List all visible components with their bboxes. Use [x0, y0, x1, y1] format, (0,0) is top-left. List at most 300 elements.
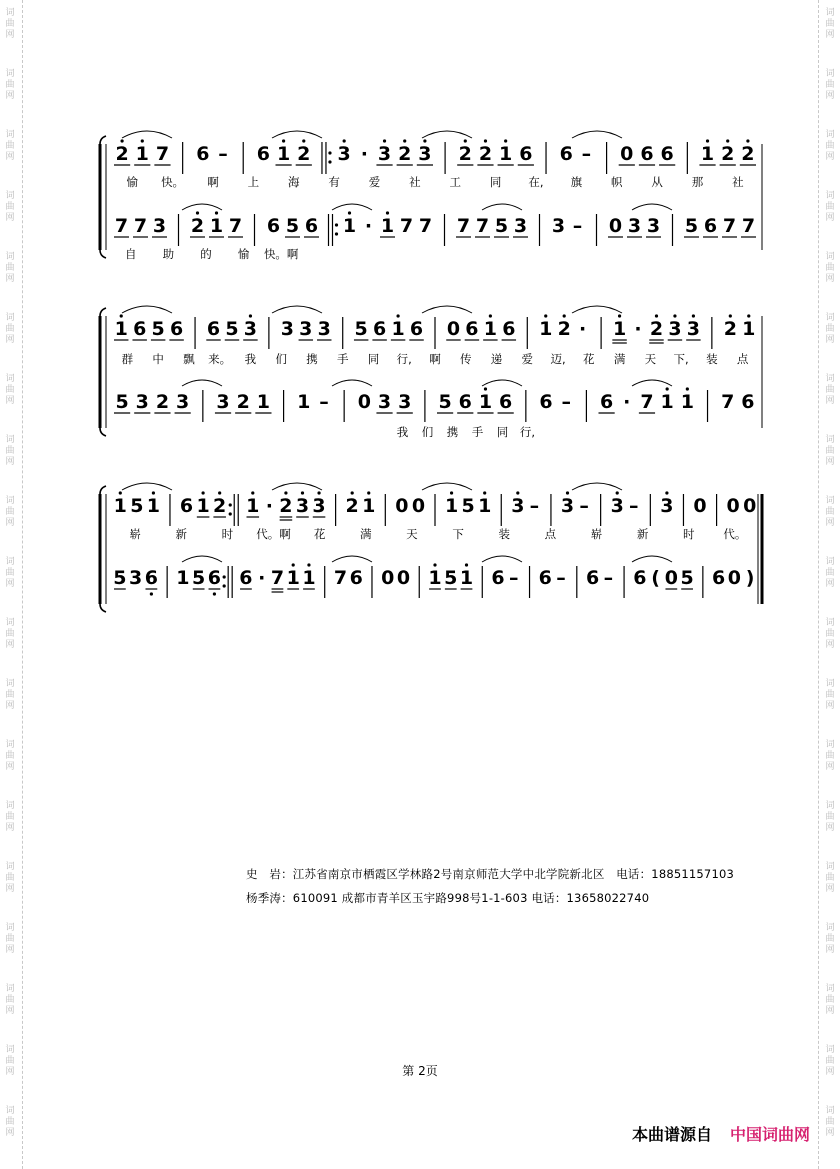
- upper-note: 1: [246, 495, 260, 517]
- slur: [482, 556, 522, 562]
- upper-lyric: 新: [175, 527, 187, 541]
- upper-note: 2: [649, 318, 664, 340]
- upper-octave-dot: [343, 139, 346, 142]
- lower-note: 1: [380, 215, 395, 237]
- lower-note: 7: [456, 215, 471, 237]
- lower-note: 6: [711, 567, 726, 589]
- lower-note: 7: [640, 391, 654, 413]
- watermark-glyph: 词 曲 网: [5, 1106, 15, 1138]
- upper-note: 1: [391, 318, 405, 340]
- upper-octave-dot: [483, 491, 486, 494]
- source-label: 本曲谱源自: [631, 1125, 712, 1144]
- slur: [632, 204, 672, 210]
- lower-repeat-dot: [223, 584, 226, 587]
- watermark-glyph: 词 曲 网: [5, 923, 15, 955]
- upper-note: 2: [721, 143, 735, 165]
- upper-octave-dot: [516, 491, 519, 494]
- system-bracket-hook: [100, 604, 106, 612]
- lower-note: 3: [551, 215, 566, 237]
- watermark-glyph: 词 曲 网: [5, 8, 15, 40]
- lower-octave-dot: [686, 387, 689, 390]
- upper-lyric: 代。: [723, 527, 747, 541]
- lower-note: 3: [398, 391, 412, 413]
- watermark-glyph: 词 曲 网: [5, 496, 15, 528]
- upper-note: 3: [280, 318, 294, 340]
- upper-lyric: 点: [736, 352, 749, 366]
- upper-note: 3: [660, 495, 674, 517]
- lower-note: 1: [342, 215, 357, 237]
- watermark-glyph: 词 曲 网: [825, 69, 835, 101]
- lower-note: 5: [438, 391, 452, 413]
- upper-note: 6: [559, 143, 573, 165]
- upper-note: 3: [243, 318, 258, 340]
- upper-repeat-dot: [328, 151, 331, 154]
- upper-note: 3: [295, 495, 310, 517]
- lower-octave-dot: [196, 211, 199, 214]
- upper-lyric: 同: [367, 352, 380, 366]
- upper-note: 1: [444, 495, 459, 517]
- watermark-glyph: 词 曲 网: [5, 1045, 15, 1077]
- slur: [482, 380, 522, 386]
- upper-octave-dot: [706, 139, 709, 142]
- upper-lyric: 社: [409, 175, 421, 189]
- watermark-glyph: 词 曲 网: [5, 130, 15, 162]
- lower-note: 7: [333, 567, 348, 589]
- watermark-glyph: 词 曲 网: [825, 8, 835, 40]
- upper-note: 7: [155, 143, 170, 165]
- upper-lyric: 崭: [129, 527, 141, 541]
- upper-note: 1: [114, 318, 128, 340]
- upper-lyric: 有: [328, 175, 340, 189]
- source-brand-link[interactable]: 中国词曲网: [729, 1125, 810, 1144]
- slur: [182, 556, 222, 562]
- upper-lyric: 旗: [570, 175, 583, 189]
- upper-lyric: 新: [636, 527, 649, 541]
- watermark-glyph: 词 曲 网: [825, 313, 835, 345]
- slur: [572, 483, 622, 490]
- upper-note: 1: [113, 495, 127, 517]
- watermark-glyph: 词 曲 网: [5, 557, 15, 589]
- upper-octave-dot: [504, 139, 507, 142]
- upper-octave-dot: [616, 491, 619, 494]
- system-bracket-hook: [100, 136, 106, 144]
- upper-octave-dot: [484, 139, 487, 142]
- upper-note: –: [581, 143, 592, 165]
- upper-note: 6: [179, 495, 194, 517]
- watermark-glyph: 词 曲 网: [825, 801, 835, 833]
- slur: [572, 306, 622, 313]
- upper-note: 3: [668, 318, 682, 340]
- upper-octave-dot: [284, 491, 287, 494]
- watermark-glyph: 词 曲 网: [5, 313, 15, 345]
- lower-lyric: 自: [125, 247, 137, 261]
- upper-note: 6: [519, 143, 533, 165]
- lower-lyric: 手: [471, 425, 484, 439]
- lower-note: 5: [192, 567, 206, 589]
- lower-octave-dot: [348, 211, 351, 214]
- lower-note: –: [556, 567, 566, 589]
- slur: [422, 483, 472, 490]
- upper-note: 5: [354, 318, 368, 340]
- upper-lyric: 啊: [207, 175, 219, 189]
- upper-note: 0: [395, 495, 409, 517]
- lower-note: (: [651, 567, 660, 589]
- upper-octave-dot: [351, 491, 354, 494]
- lower-note: 7: [270, 567, 285, 589]
- slur: [122, 306, 172, 313]
- watermark-glyph: 词 曲 网: [5, 191, 15, 223]
- upper-lyric: 时: [683, 527, 695, 541]
- watermark-glyph: 词 曲 网: [825, 923, 835, 955]
- upper-lyric: 递: [490, 352, 503, 366]
- upper-octave-dot: [202, 491, 205, 494]
- upper-octave-dot: [120, 139, 123, 142]
- lower-note: 7: [741, 215, 756, 237]
- upper-octave-dot: [726, 139, 729, 142]
- lower-note: 6: [538, 567, 552, 589]
- lower-note: 1: [176, 567, 190, 589]
- upper-note: 1: [483, 318, 497, 340]
- watermark-glyph: 词 曲 网: [825, 435, 835, 467]
- slur: [482, 204, 522, 210]
- upper-lyric: 海: [287, 175, 300, 189]
- lower-note: 6: [539, 391, 553, 413]
- upper-note: 3: [610, 495, 624, 517]
- upper-note: 5: [225, 318, 239, 340]
- lower-note: 6: [703, 215, 718, 237]
- lower-note: –: [561, 391, 571, 413]
- upper-note: 5: [130, 495, 144, 517]
- lower-note: 1: [256, 391, 271, 413]
- upper-octave-dot: [141, 139, 144, 142]
- lower-note: –: [572, 215, 583, 237]
- upper-note: 6: [196, 143, 210, 165]
- upper-lyric: 爱: [521, 352, 534, 366]
- lower-note: 0: [396, 567, 411, 589]
- lower-note: 7: [399, 215, 414, 237]
- upper-note: 1: [539, 318, 553, 340]
- system-bracket-hook: [100, 308, 106, 316]
- lower-note: 5: [115, 391, 129, 413]
- upper-octave-dot: [403, 139, 406, 142]
- lower-note: ): [745, 567, 755, 589]
- upper-lyric: 快。: [161, 175, 185, 189]
- lower-octave-dot: [213, 592, 216, 595]
- upper-note: –: [629, 495, 639, 517]
- upper-note: 5: [461, 495, 475, 517]
- watermark-glyph: 词 曲 网: [825, 191, 835, 223]
- lower-note: 0: [664, 567, 678, 589]
- lower-lyric: 携: [446, 425, 459, 439]
- upper-note: 2: [297, 143, 311, 165]
- lower-note: 2: [236, 391, 250, 413]
- lower-note: 3: [152, 215, 167, 237]
- slur: [572, 131, 622, 138]
- system-bracket-hook: [100, 428, 106, 436]
- upper-lyric: 中: [152, 352, 164, 366]
- lower-note: 3: [176, 391, 190, 413]
- upper-lyric: 下,: [673, 352, 689, 366]
- upper-note: 0: [693, 495, 707, 517]
- upper-octave-dot: [566, 491, 569, 494]
- lower-octave-dot: [433, 563, 436, 566]
- lower-note: 6: [304, 215, 319, 237]
- upper-note: 3: [686, 318, 701, 340]
- upper-note: 2: [557, 318, 571, 340]
- upper-lyric: 崭: [590, 527, 603, 541]
- lower-note: 0: [381, 567, 395, 589]
- watermark-glyph: 词 曲 网: [825, 679, 835, 711]
- system-bracket-hook: [100, 250, 106, 258]
- lower-note: 1: [680, 391, 694, 413]
- lower-octave-dot: [215, 211, 218, 214]
- lower-note: 3: [129, 567, 143, 589]
- upper-note: 2: [723, 318, 737, 340]
- upper-octave-dot: [489, 314, 492, 317]
- lower-octave-dot: [484, 387, 487, 390]
- watermark-glyph: 词 曲 网: [825, 130, 835, 162]
- upper-note: 6: [256, 143, 271, 165]
- upper-note: –: [579, 495, 589, 517]
- upper-note: 3: [337, 143, 351, 165]
- upper-note: 6: [640, 143, 654, 165]
- upper-lyric: 携: [306, 352, 318, 366]
- lower-note: 6: [633, 567, 647, 589]
- lower-note: 7: [721, 391, 735, 413]
- lower-note: 3: [513, 215, 528, 237]
- lower-note: 3: [377, 391, 392, 413]
- watermark-glyph: 词 曲 网: [5, 374, 15, 406]
- upper-lyric: 时: [221, 527, 234, 541]
- lower-lyric: 行,: [519, 425, 536, 439]
- lower-note: 3: [646, 215, 661, 237]
- upper-octave-dot: [367, 491, 370, 494]
- upper-note: 2: [279, 495, 293, 517]
- lower-note: 1: [302, 567, 316, 589]
- upper-lyric: 那: [691, 175, 704, 189]
- lower-octave-dot: [292, 563, 295, 566]
- upper-note: 2: [345, 495, 359, 517]
- upper-lyric: 满: [613, 352, 626, 366]
- slur: [422, 306, 472, 313]
- lower-lyric: 同: [496, 425, 509, 439]
- upper-note: 2: [741, 143, 755, 165]
- upper-note: 6: [206, 318, 221, 340]
- upper-repeat-dot: [229, 512, 232, 515]
- upper-note: 3: [511, 495, 525, 517]
- contact-line-2: 杨季涛：610091 成都市青羊区玉宇路998号1-1-603 电话：13658022740: [246, 891, 650, 905]
- slur: [632, 380, 672, 386]
- upper-lyric: 们: [275, 352, 287, 366]
- watermark-glyph: 词 曲 网: [5, 618, 15, 650]
- slur: [272, 483, 322, 490]
- lower-octave-dot: [465, 563, 468, 566]
- lower-lyric: 助: [162, 247, 175, 261]
- lower-note: 5: [113, 567, 127, 589]
- lower-note: 3: [627, 215, 642, 237]
- page-number: 第 2页: [402, 1064, 438, 1078]
- upper-lyric: 群: [121, 352, 134, 366]
- watermark-glyph: 词 曲 网: [825, 1106, 835, 1138]
- lower-note: 6: [499, 391, 513, 413]
- lower-note: 1: [459, 567, 474, 589]
- lower-octave-dot: [386, 211, 389, 214]
- upper-octave-dot: [544, 314, 547, 317]
- source-credit: [632, 1122, 810, 1145]
- watermark-glyph: 词 曲 网: [825, 984, 835, 1016]
- slur: [122, 131, 172, 138]
- watermark-glyph: 词 曲 网: [825, 252, 835, 284]
- watermark-glyph: 词 曲 网: [5, 740, 15, 772]
- lower-note: 6: [458, 391, 472, 413]
- system-bracket-hook: [100, 486, 106, 494]
- upper-note: 6: [133, 318, 147, 340]
- lower-note: 2: [155, 391, 170, 413]
- upper-note: 6: [409, 318, 424, 340]
- upper-lyric: 天: [644, 352, 657, 366]
- upper-note: 2: [115, 143, 129, 165]
- upper-lyric: 迈,: [550, 352, 566, 366]
- upper-lyric: 点: [544, 527, 557, 541]
- upper-note: ·: [265, 495, 273, 517]
- lower-note: 1: [660, 391, 674, 413]
- upper-lyric: 装: [498, 527, 510, 541]
- lower-note: 1: [286, 567, 300, 589]
- lower-note: 7: [228, 215, 243, 237]
- upper-note: 1: [742, 318, 756, 340]
- lower-note: 1: [478, 391, 493, 413]
- lower-note: 2: [190, 215, 205, 237]
- upper-repeat-dot: [328, 160, 331, 163]
- lower-note: ·: [364, 215, 373, 237]
- lower-lyric: 快。啊: [263, 247, 299, 261]
- upper-note: 6: [373, 318, 387, 340]
- upper-octave-dot: [119, 491, 122, 494]
- upper-lyric: 天: [406, 527, 418, 541]
- upper-lyric: 上: [247, 175, 260, 189]
- upper-note: 0: [620, 143, 634, 165]
- watermark-glyph: 词 曲 网: [825, 374, 835, 406]
- lower-note: 0: [727, 567, 741, 589]
- lower-note: –: [603, 567, 614, 589]
- watermark-glyph: 词 曲 网: [825, 740, 835, 772]
- slur: [332, 204, 372, 210]
- upper-octave-dot: [282, 139, 285, 142]
- upper-lyric: 飘: [183, 352, 195, 366]
- watermark-glyph: 词 曲 网: [5, 69, 15, 101]
- upper-note: –: [529, 495, 540, 517]
- upper-octave-dot: [747, 314, 750, 317]
- upper-octave-dot: [563, 314, 566, 317]
- lower-note: 5: [680, 567, 694, 589]
- upper-lyric: 愉: [126, 175, 138, 189]
- upper-lyric: 来。: [208, 352, 232, 366]
- upper-lyric: 啊: [429, 352, 441, 366]
- upper-note: 1: [196, 495, 210, 517]
- upper-octave-dot: [450, 491, 453, 494]
- lower-note: 5: [444, 567, 458, 589]
- lower-repeat-dot: [335, 223, 338, 226]
- upper-note: 3: [560, 495, 575, 517]
- upper-lyric: 花: [583, 352, 595, 366]
- upper-octave-dot: [249, 314, 252, 317]
- upper-octave-dot: [317, 491, 320, 494]
- watermark-glyph: 词 曲 网: [5, 435, 15, 467]
- upper-lyric: 装: [706, 352, 718, 366]
- upper-note: –: [218, 143, 228, 165]
- watermark-glyph: 词 曲 网: [5, 252, 15, 284]
- upper-note: 6: [169, 318, 184, 340]
- upper-note: 3: [299, 318, 313, 340]
- lower-note: 6: [144, 567, 159, 589]
- lower-octave-dot: [307, 563, 310, 566]
- upper-note: 1: [612, 318, 627, 340]
- upper-lyric: 在,: [528, 175, 544, 189]
- slur: [332, 556, 372, 562]
- lower-octave-dot: [666, 387, 669, 390]
- upper-octave-dot: [152, 491, 155, 494]
- upper-octave-dot: [729, 314, 732, 317]
- upper-lyric: 同: [489, 175, 502, 189]
- upper-lyric: 手: [336, 352, 349, 366]
- lower-note: 5: [494, 215, 509, 237]
- lower-note: 6: [491, 567, 505, 589]
- lower-note: 6: [349, 567, 363, 589]
- slur: [632, 556, 672, 562]
- lower-note: 7: [133, 215, 148, 237]
- watermark-glyph: 词 曲 网: [5, 862, 15, 894]
- lower-note: 6: [599, 391, 614, 413]
- upper-note: 1: [276, 143, 291, 165]
- upper-note: 1: [499, 143, 513, 165]
- upper-octave-dot: [665, 491, 668, 494]
- lower-note: 0: [608, 215, 623, 237]
- upper-note: 3: [377, 143, 392, 165]
- lower-note: 7: [418, 215, 433, 237]
- upper-note: 6: [660, 143, 674, 165]
- upper-octave-dot: [692, 314, 695, 317]
- upper-lyric: 传: [460, 352, 472, 366]
- upper-lyric: 代。啊: [256, 527, 291, 541]
- lower-octave-dot: [150, 592, 153, 595]
- slur: [272, 131, 322, 138]
- upper-note: 3: [418, 143, 432, 165]
- slur: [182, 204, 222, 210]
- lower-note: 1: [209, 215, 224, 237]
- watermark-glyph: 词 曲 网: [825, 496, 835, 528]
- lower-note: 7: [722, 215, 737, 237]
- watermark-glyph: 词 曲 网: [5, 801, 15, 833]
- upper-note: 1: [700, 143, 715, 165]
- lower-note: –: [319, 391, 329, 413]
- upper-note: 1: [362, 495, 376, 517]
- upper-lyric: 行,: [396, 352, 412, 366]
- slur: [422, 131, 472, 138]
- upper-octave-dot: [464, 139, 467, 142]
- lower-lyric: 我: [396, 425, 409, 439]
- lower-note: 1: [297, 391, 311, 413]
- upper-octave-dot: [218, 491, 221, 494]
- upper-note: 3: [312, 495, 326, 517]
- upper-octave-dot: [655, 314, 658, 317]
- upper-octave-dot: [120, 314, 123, 317]
- upper-lyric: 爱: [368, 175, 381, 189]
- upper-repeat-dot: [229, 503, 232, 506]
- upper-note: 0: [743, 495, 757, 517]
- upper-note: 2: [478, 143, 493, 165]
- lower-note: 6: [207, 567, 222, 589]
- slur: [332, 380, 372, 386]
